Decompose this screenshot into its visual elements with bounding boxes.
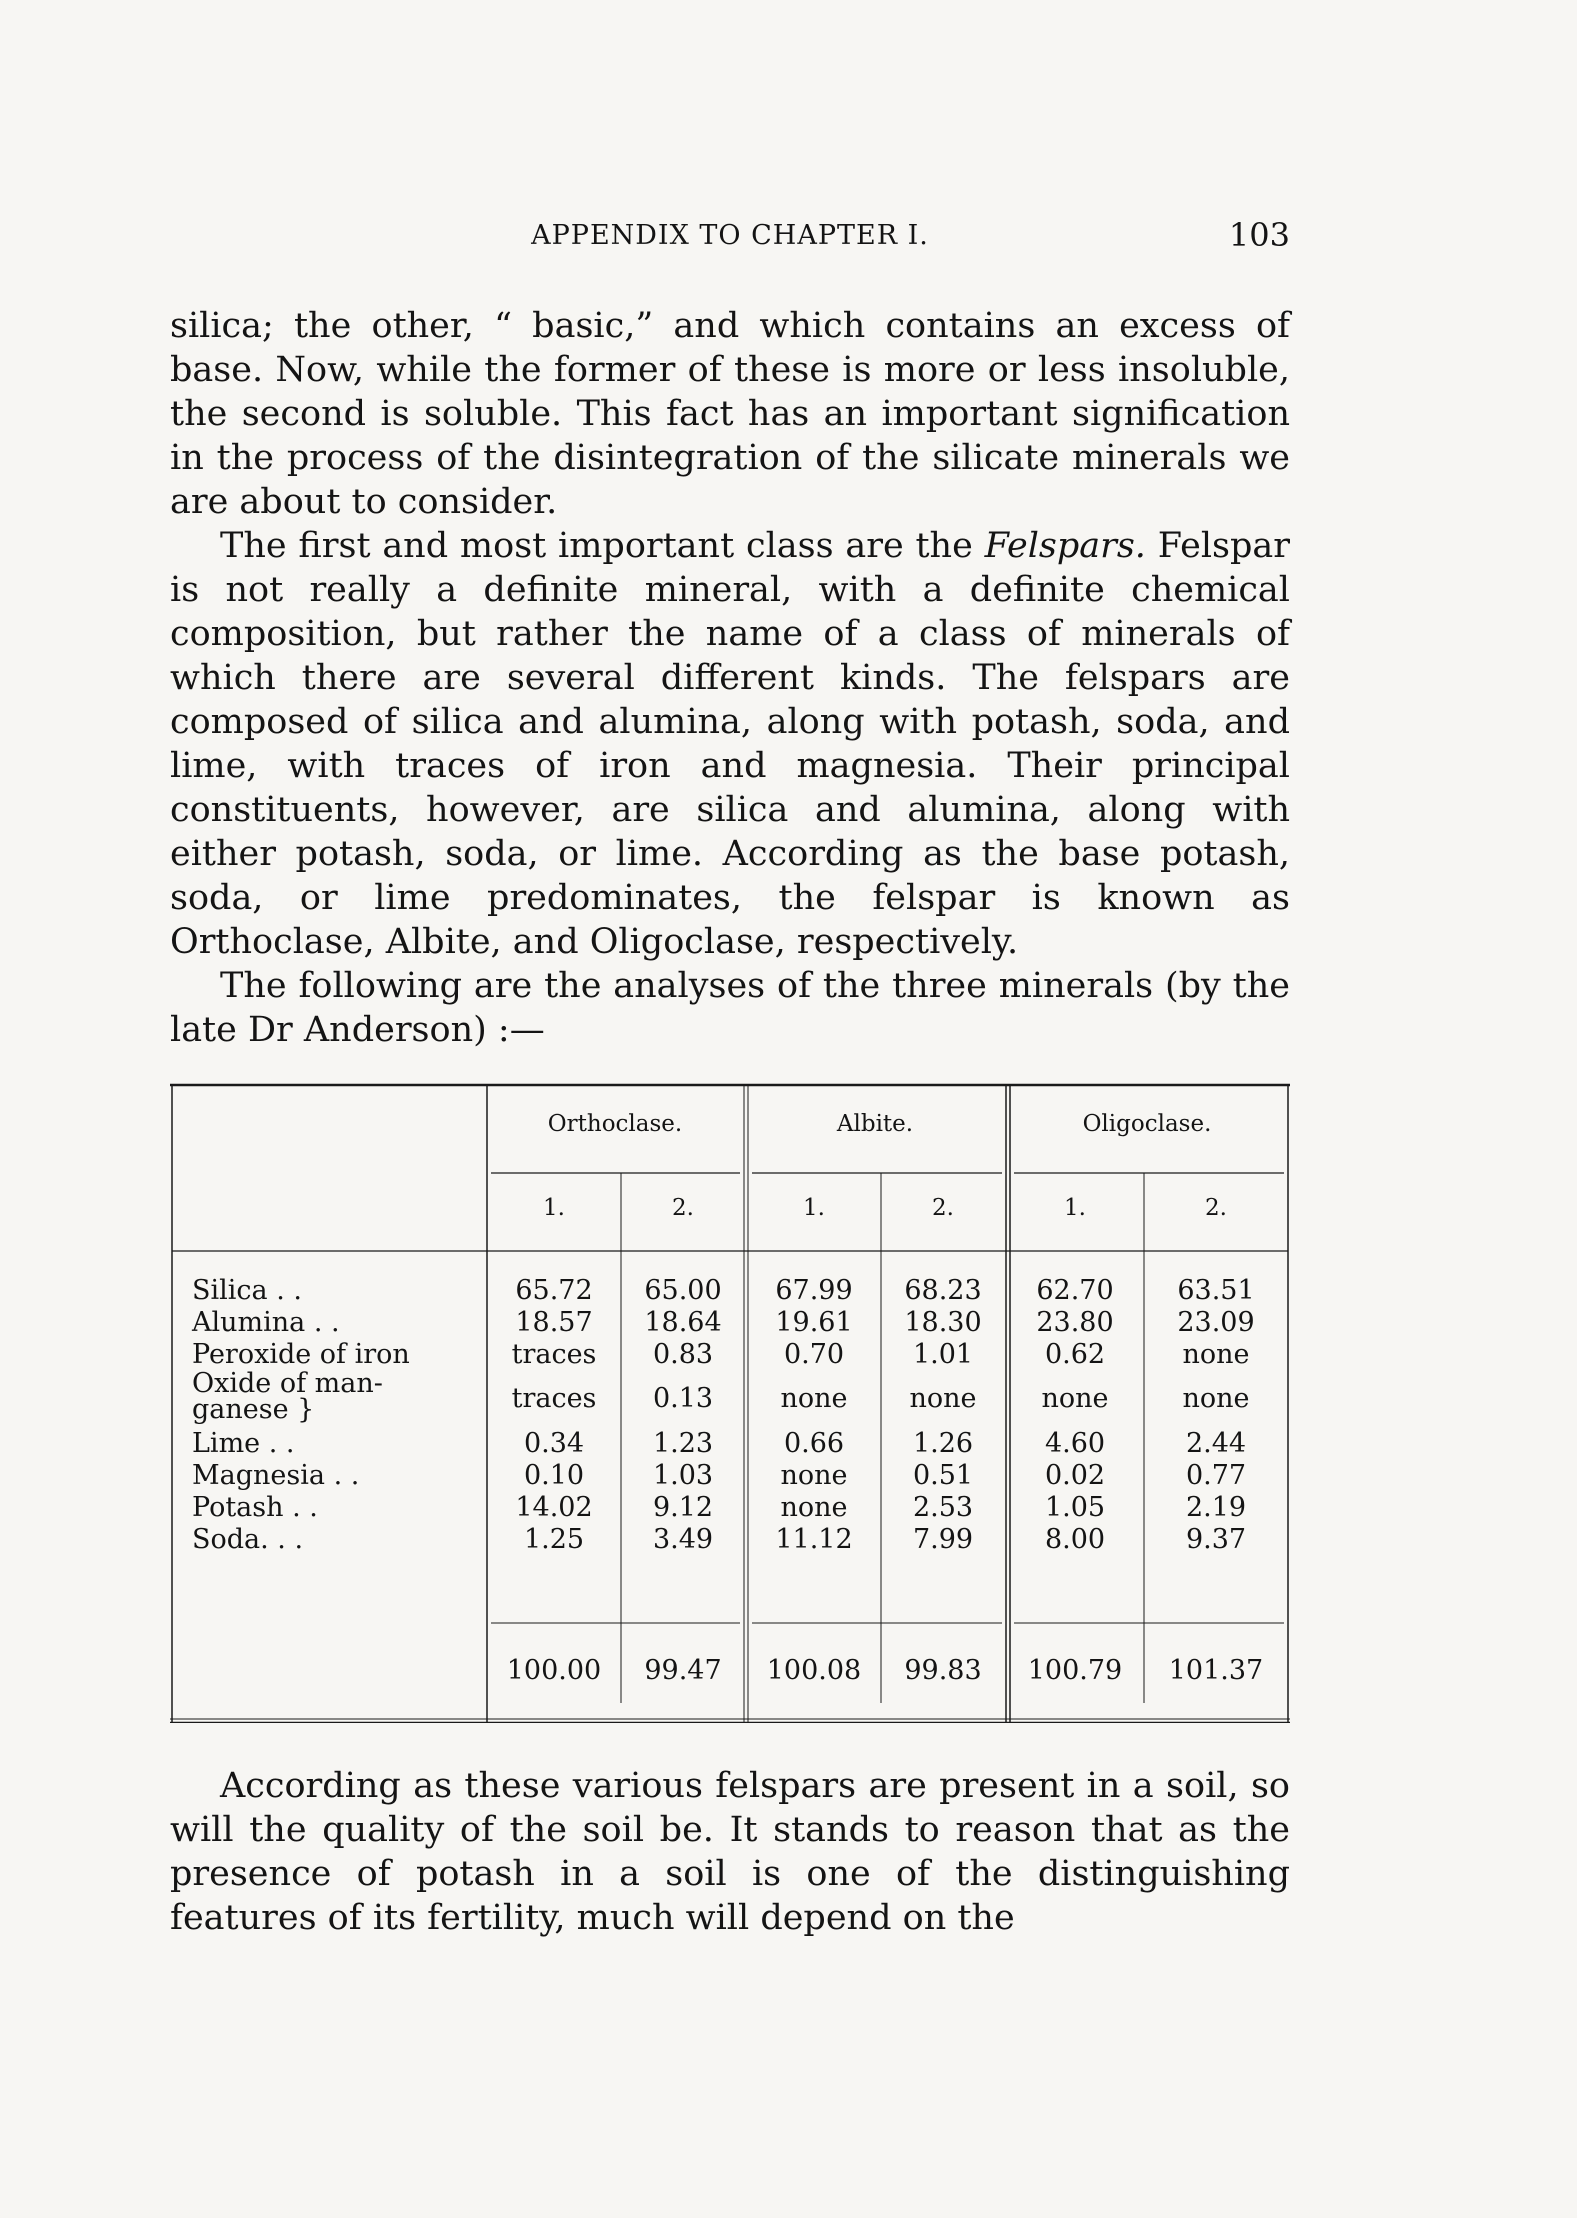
table-cell: 9.37 <box>1185 1524 1247 1555</box>
running-title: APPENDIX TO CHAPTER I. <box>531 220 929 251</box>
row-label: Magnesia . . <box>192 1460 360 1491</box>
table-cell: 23.80 <box>1036 1307 1114 1338</box>
table-cell: none <box>1041 1383 1109 1414</box>
total-cell: 100.08 <box>766 1655 862 1686</box>
paragraph-according <box>170 1764 1290 1940</box>
table-cell: 67.99 <box>775 1275 853 1306</box>
table-cell: 62.70 <box>1036 1275 1114 1306</box>
table-cell: 65.00 <box>644 1275 722 1306</box>
column-subheader: 1. <box>543 1195 565 1221</box>
total-cell: 100.79 <box>1027 1655 1123 1686</box>
table-cell: 0.62 <box>1044 1339 1106 1370</box>
table-cell: 2.19 <box>1185 1492 1247 1523</box>
table-cell: 2.44 <box>1185 1428 1247 1459</box>
table-cell: 1.23 <box>652 1428 714 1459</box>
paragraph-according-text: According as these various felspars are present in a soil, so will the quality of the soil be. It stands to reason that as the presence of potash in a soil is one of the distinguishing features of its fertility, much will depend on the <box>170 1766 1290 1938</box>
table-cell: none <box>780 1460 848 1491</box>
total-cell: 101.37 <box>1168 1655 1264 1686</box>
felspars-term: Felspars. <box>984 526 1146 566</box>
group-header: Oligoclase. <box>1082 1111 1212 1137</box>
table-cell: traces <box>511 1339 597 1370</box>
table-cell: traces <box>511 1383 597 1414</box>
table-cell: 1.25 <box>523 1524 585 1555</box>
table-cell: 9.12 <box>652 1492 714 1523</box>
row-label: Alumina . . <box>192 1307 340 1338</box>
table-cell: none <box>1182 1383 1250 1414</box>
table-cell: 19.61 <box>775 1307 853 1338</box>
column-subheader: 2. <box>672 1195 694 1221</box>
table-cell: 18.57 <box>515 1307 593 1338</box>
table-cell: 0.02 <box>1044 1460 1106 1491</box>
felspar-analysis-table <box>170 1083 1290 1723</box>
table-cell: 4.60 <box>1044 1428 1106 1459</box>
table-cell: 0.70 <box>783 1339 845 1370</box>
group-header: Orthoclase. <box>547 1111 683 1137</box>
column-subheader: 1. <box>1064 1195 1086 1221</box>
total-cell: 100.00 <box>506 1655 602 1686</box>
row-label: Lime . . <box>192 1428 295 1459</box>
paragraph-silica-text: silica; the other, “ basic,” and which contains an excess of base. Now, while the former of these is more or less insoluble, the second is soluble. This fact has an important signification in the process of the disintegration of the silicate minerals we are about to consider. <box>170 306 1290 522</box>
table-cell: 0.83 <box>652 1339 714 1370</box>
table-cell: 1.03 <box>652 1460 714 1491</box>
column-subheader: 1. <box>803 1195 825 1221</box>
table-cell: 18.64 <box>644 1307 722 1338</box>
column-subheader: 2. <box>1205 1195 1227 1221</box>
row-label: Silica . . <box>192 1275 302 1306</box>
table-cell: 14.02 <box>515 1492 593 1523</box>
page-number: 103 <box>1228 216 1290 254</box>
table-cell: 0.77 <box>1185 1460 1247 1491</box>
page-header <box>170 216 1290 256</box>
table-cell: 0.10 <box>523 1460 585 1491</box>
row-label: Peroxide of iron <box>192 1339 410 1370</box>
group-header: Albite. <box>836 1111 914 1137</box>
total-cell: 99.47 <box>644 1655 722 1686</box>
paragraph-felspars-body: Felspar is not really a definite mineral, with a definite chemical composition, but rather the name of a class of minerals of which there are several different kinds. The felspars are composed of silica and alumina, along with potash, soda, and lime, with traces of iron and magnesia. Their principal constituents, however, are silica and alumina, along with either potash, soda, or lime. According as the base potash, soda, or lime predominates, the felspar is known as Orthoclase, Albite, and Oligoclase, respectively. <box>170 526 1290 962</box>
row-label: Potash . . <box>192 1492 318 1523</box>
table-cell: 63.51 <box>1177 1275 1255 1306</box>
column-subheader: 2. <box>932 1195 954 1221</box>
table-cell: 2.53 <box>912 1492 974 1523</box>
table-cell: 0.34 <box>523 1428 585 1459</box>
table-cell: 1.26 <box>912 1428 974 1459</box>
table-cell: 3.49 <box>652 1524 714 1555</box>
row-label: Oxide of man- ganese } <box>192 1368 383 1425</box>
total-cell: 99.83 <box>904 1655 982 1686</box>
table-cell: 0.51 <box>912 1460 974 1491</box>
table-cell: 1.05 <box>1044 1492 1106 1523</box>
table-cell: none <box>909 1383 977 1414</box>
table-cell: 11.12 <box>775 1524 853 1555</box>
table-cell: 1.01 <box>912 1339 974 1370</box>
table-cell: none <box>1182 1339 1250 1370</box>
table-cell: 7.99 <box>912 1524 974 1555</box>
paragraph-felspars-lead: The first and most important class are the <box>220 526 985 566</box>
row-label: Soda. . . <box>192 1524 304 1555</box>
paragraph-silica <box>170 304 1290 1052</box>
table-cell: 65.72 <box>515 1275 593 1306</box>
table-cell: 8.00 <box>1044 1524 1106 1555</box>
table-cell: 23.09 <box>1177 1307 1255 1338</box>
paragraph-analyses-intro: The following are the analyses of the three minerals (by the late Dr Anderson) :— <box>170 966 1290 1050</box>
table-cell: 0.13 <box>652 1383 714 1414</box>
table-cell: none <box>780 1492 848 1523</box>
table-cell: 18.30 <box>904 1307 982 1338</box>
table-cell: none <box>780 1383 848 1414</box>
table-cell: 0.66 <box>783 1428 845 1459</box>
table-cell: 68.23 <box>904 1275 982 1306</box>
